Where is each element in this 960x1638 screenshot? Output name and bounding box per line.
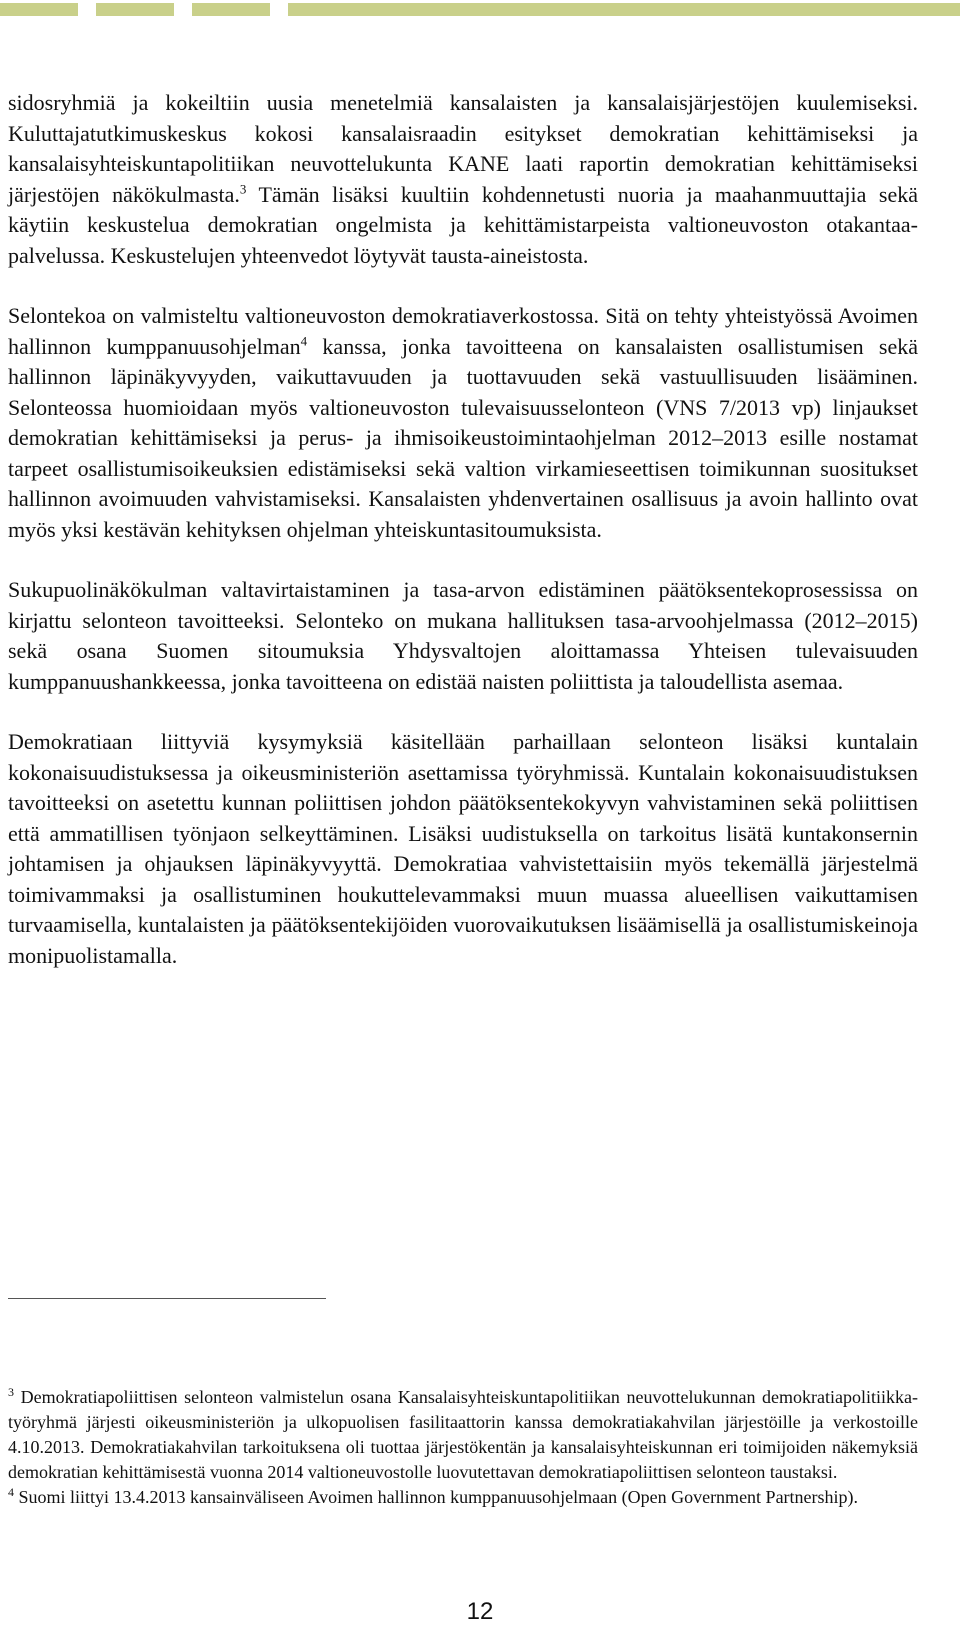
header-bar-segment xyxy=(288,3,960,16)
paragraph-2-text: Selontekoa on valmisteltu valtioneuvoston demokratiaverkostossa. Sitä on tehty yhteistyössä Avoimen hallinnon kumppanuusohjelman xyxy=(8,303,918,359)
header-bar-segment xyxy=(0,3,78,16)
paragraph-2-text-cont: kanssa, jonka tavoitteena on kansalaisten osallistumisen sekä hallinnon läpinäkyvyyden, vaikuttavuuden ja tuottavuuden sekä vastuullisuuden lisääminen. Selonteossa huomioidaan myös valtioneuvoston tulevaisuusselonteon (VNS 7/2013 vp) linjaukset demokratian kehittämiseksi ja perus- ja ihmisoikeustoimintaohjelman 2012–2013 esille nostamat tarpeet osallistumisoikeuksien edistämiseksi sekä valtion virkamieseettisen toimikunnan suositukset hallinnon avoimuuden vahvistamiseksi. Kansalaisten yhdenvertainen osallisuus ja avoin hallinto ovat myös yksi kestävän kehityksen ohjelman yhteiskuntasitoumuksista. xyxy=(8,333,918,542)
footnote-mark: 4 xyxy=(8,1485,14,1499)
header-decoration-bar xyxy=(0,3,960,16)
paragraph-1 xyxy=(8,88,918,271)
footnote-text: Suomi liittyi 13.4.2013 kansainväliseen Avoimen hallinnon kumppanuusohjelmaan (Open Government Partnership). xyxy=(14,1487,859,1507)
document-body xyxy=(8,88,918,1001)
footnote-separator xyxy=(8,1298,326,1299)
footnote-ref-4[interactable]: 4 xyxy=(300,333,308,349)
footnote-text: Demokratiapoliittisen selonteon valmistelun osana Kansalaisyhteiskuntapolitiikan neuvottelukunnan demokratiapolitiikka-työryhmä järjesti oikeusministeriön ja ulkopuolisen fasilitaattorin kanssa demokratiakahvilan järjestöille ja verkostoille 4.10.2013. Demokratiakahvilan tarkoituksena oli tuottaa järjestökentän ja kansalaisyhteiskunnan eri toimijoiden näkemyksiä demokratian kehittämisestä vuonna 2014 valtioneuvostolle luovutettavan demokratiapoliittisen selonteon taustaksi. xyxy=(8,1387,918,1482)
footnote-ref-3[interactable]: 3 xyxy=(239,181,247,197)
header-bar-segment xyxy=(96,3,174,16)
paragraph-2 xyxy=(8,301,918,545)
footnote-4 xyxy=(8,1485,918,1510)
footnote-mark: 3 xyxy=(8,1385,14,1399)
paragraph-1-text-cont: Tämän lisäksi kuultiin kohdennetusti nuoria ja maahanmuuttajia sekä käytiin keskustelua demokratian ongelmista ja kehittämistarpeista valtioneuvoston otakantaa-palvelussa. Keskustelujen yhteenvedot löytyvät tausta-aineistosta. xyxy=(8,181,919,268)
paragraph-1-text: sidosryhmiä ja kokeiltiin uusia menetelmiä kansalaisten ja kansalaisjärjestöjen kuulemiseksi. Kuluttajatutkimuskeskus kokosi kansalaisraadin esitykset demokratian kehittämiseksi ja kansalaisyhteiskuntapolitiikan neuvottelukunta KANE laati raportin demokratian kehittämiseksi järjestöjen näkökulmasta. xyxy=(8,90,918,207)
footnote-3 xyxy=(8,1385,918,1485)
paragraph-4: Demokratiaan liittyviä kysymyksiä käsitellään parhaillaan selonteon lisäksi kuntalain kokonaisuudistuksessa ja oikeusministeriön asettamissa työryhmissä. Kuntalain kokonaisuudistuksen tavoitteeksi on asetettu kunnan poliittisen johdon päätöksentekokyvyn vahvistaminen sekä poliittisen että ammatillisen työnjaon selkeyttäminen. Lisäksi uudistuksella on tarkoitus lisätä kuntakonsernin johtamisen ja ohjauksen läpinäkyvyyttä. Demokratiaa vahvistettaisiin myös tekemällä järjestelmä toimivammaksi ja osallistuminen houkuttelevammaksi muun muassa alueellisen vaikuttamisen turvaamisella, kuntalaisten ja päätöksentekijöiden vuorovaikutuksen lisäämisellä ja osallistumiskeinoja monipuolistamalla. xyxy=(8,729,918,968)
header-bar-segment xyxy=(192,3,270,16)
page-number: 12 xyxy=(466,1598,494,1625)
paragraph-3: Sukupuolinäkökulman valtavirtaistaminen ja tasa-arvon edistäminen päätöksentekoprosessissa on kirjattu selonteon tavoitteeksi. Selonteko on mukana hallituksen tasa-arvoohjelmassa (2012–2015) sekä osana Suomen sitoumuksia Yhdysvaltojen aloittamassa Yhteisen tulevaisuuden kumppanuushankkeessa, jonka tavoitteena on edistää naisten poliittista ja taloudellista asemaa. xyxy=(8,577,918,694)
footnotes xyxy=(8,1385,918,1510)
